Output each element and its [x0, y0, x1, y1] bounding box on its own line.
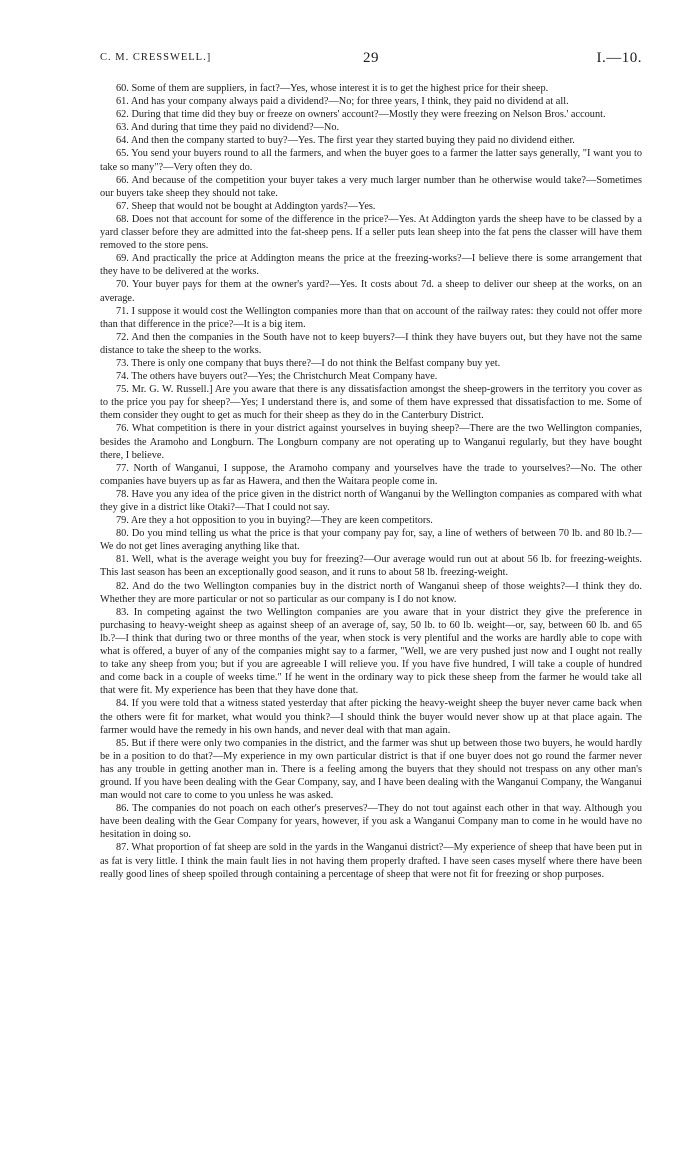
testimony-paragraph: 72. And then the companies in the South have not to keep buyers?—I think they have buyers out, but they have not the same distance to take the sheep to the works. [100, 331, 642, 356]
testimony-paragraph: 66. And because of the competition your buyer takes a very much larger number than he otherwise would take?—Sometimes our buyers take sheep they should not take. [100, 174, 642, 199]
testimony-paragraph: 75. Mr. G. W. Russell.] Are you aware that there is any dissatisfaction amongst the sheep-growers in the territory you cover as to the price you pay for sheep?—Yes; I understand there is, and some of them have expressed that dissatisfaction to me. Some of them consider they ought to get as much for their sheep as they do in the Canterbury District. [100, 384, 642, 422]
testimony-paragraph: 73. There is only one company that buys there?—I do not think the Belfast company buy yet. [116, 357, 501, 369]
testimony-paragraph: 68. Does not that account for some of the difference in the price?—Yes. At Addington yards the sheep have to be classed by a yard classer before they are admitted into the fat-sheep pens. If a seller puts lean sheep into the fat pens the classer will have them removed to the store pens. [100, 213, 642, 252]
document-page [100, 52, 642, 881]
running-header [100, 52, 642, 74]
testimony-paragraph: 62. During that time did they buy or freeze on owners' account?—Mostly they were freezing on Nelson Bros.' account. [116, 109, 606, 121]
document-reference: I.—10. [596, 50, 642, 66]
testimony-paragraph: 86. The companies do not poach on each other's preserves?—They do not tout against each other in that way. Although you have been dealing with the Gear Company for years, however, if you ask a Wanganui Company man to come in he would have no hesitation in doing so. [100, 803, 642, 841]
testimony-paragraph: 87. What proportion of fat sheep are sold in the yards in the Wanganui district?—My experience of sheep that have been put in as fat is very little. I think the main fault lies in not having them properly drafted. I have seen cases myself where there have been really good lines of sheep spoiled through containing a percentage of sheep that were not fit for freezing or shop purposes. [100, 842, 642, 880]
testimony-paragraph: 76. What competition is there in your district against yourselves in buying sheep?—There are the two Wellington companies, besides the Aramoho and Longburn. The Longburn company are not operating up to Wanganui regularly, but they have bought there, I believe. [100, 423, 642, 461]
testimony-paragraph: 81. Well, what is the average weight you buy for freezing?—Our average would run out at about 56 lb. for freezing-weights. This last season has been an exceptionally good season, and it runs to about 58 lb. freezing-weight. [100, 554, 642, 579]
testimony-paragraph: 61. And has your company always paid a dividend?—No; for three years, I think, they paid no dividend at all. [116, 96, 569, 108]
testimony-paragraph: 74. The others have buyers out?—Yes; the Christchurch Meat Company have. [116, 371, 438, 383]
document-body [100, 82, 642, 881]
testimony-paragraph: 60. Some of them are suppliers, in fact?—Yes, whose interest it is to get the highest price for their sheep. [116, 83, 549, 94]
testimony-paragraph: 84. If you were told that a witness stated yesterday that after picking the heavy-weight sheep the buyer never came back when the others were fit for market, what would you think?—I should think the buyer would never show up at that place again. The farmer would have the remedy in his own hands, and never deal with that man again. [100, 698, 642, 736]
testimony-paragraph: 67. Sheep that would not be bought at Addington yards?—Yes. [116, 200, 376, 212]
testimony-paragraph: 77. North of Wanganui, I suppose, the Aramoho company and yourselves have the trade to yourselves?—No. The other companies have buyers up as far as Hawera, and then the Waitara people come in. [100, 462, 642, 487]
header-witness-name: C. M. CRESSWELL.] [100, 52, 212, 63]
testimony-paragraph: 65. You send your buyers round to all the farmers, and when the buyer goes to a farmer the latter says generally, "I want you to take so many"?—Very often they do. [100, 148, 642, 173]
testimony-paragraph: 78. Have you any idea of the price given in the district north of Wanganui by the Wellington companies as compared with what they give in a district like Otaki?—That I could not say. [100, 488, 642, 513]
testimony-paragraph: 70. Your buyer pays for them at the owner's yard?—Yes. It costs about 7d. a sheep to deliver our sheep at the works, on an average. [100, 279, 642, 304]
testimony-paragraph: 80. Do you mind telling us what the price is that your company pay for, say, a line of wethers of between 70 lb. and 80 lb.?—We do not get lines averaging anything like that. [100, 528, 642, 553]
testimony-paragraph: 83. In competing against the two Wellington companies are you aware that in your district they give the preference in purchasing to heavy-weight sheep as against sheep of an average of, say, 50 lb. to 60 lb. weight—or, say, between 60 lb. and 65 lb.?—I think that during two or three months of the year, when stock is very plentiful and the works are hardly able to cope with what is offered, a buyer of any of the companies might say to a farmer, "Well, we are very pushed just now and I ought not really to take any sheep from you; but if you are agreeable I will relieve you. If you have five hundred, I will take a couple of hundred and come back in a couple of weeks time." If he went in the ordinary way to pick these sheep from the farmer he would take all that were fit. My experience has been that they have done that. [100, 606, 642, 697]
testimony-paragraph: 79. Are they a hot opposition to you in buying?—They are keen competitors. [116, 515, 433, 527]
testimony-paragraph: 63. And during that time they paid no dividend?—No. [116, 122, 340, 134]
page-number: 29 [363, 50, 379, 66]
testimony-paragraph: 71. I suppose it would cost the Wellington companies more than that on account of the railway rates: they could not offer more than that difference in the price?—It is a big item. [100, 305, 642, 330]
testimony-paragraph: 82. And do the two Wellington companies buy in the district north of Wanganui sheep of those weights?—I think they do. Whether they are more particular or not so particular as our company is I do not know. [100, 580, 642, 605]
testimony-paragraph: 85. But if there were only two companies in the district, and the farmer was shut up between those two buyers, he would hardly be in a position to do that?—My experience in my own particular district is that if one buyer does not go round the farmer never has any trouble in getting another man in. There is a feeling among the buyers that they should not trespass on any other man's ground. If you have been dealing with the Gear Company, say, and I have been dealing with the Wanganui Company, the Wanganui man would not care to come to you unless he was asked. [100, 737, 642, 802]
testimony-paragraph: 64. And then the company started to buy?—Yes. The first year they started buying they paid no dividend either. [116, 135, 575, 147]
testimony-paragraph: 69. And practically the price at Addington means the price at the freezing-works?—I believe there is some arrangement that they have to be delivered at the works. [100, 253, 642, 278]
